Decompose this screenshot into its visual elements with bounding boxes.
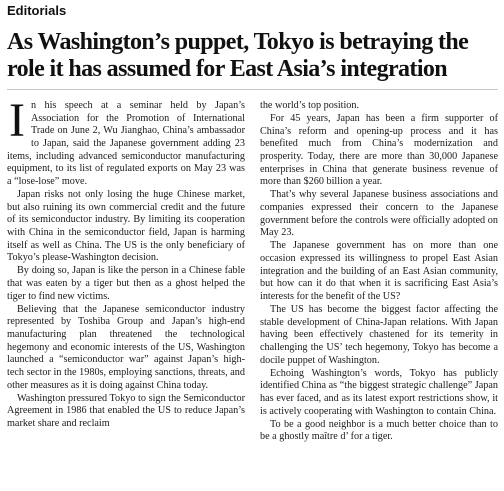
paragraph: Believing that the Japanese semiconductor industry represented by Toshiba Group and Japan’s high-end manufacturing plan threatened the technological hegemony and economic interests of the US, Washington launched a “semiconductor war” against Japan’s high-tech sector in the 1980s, employing sanctions, threats, and other measures as it is doing against China today. [7,303,245,391]
section-label: Editorials [7,3,67,18]
paragraph-text: n his speech at a seminar held by Japan’s Association for the Promotion of International Trade on June 2, Wu Jianghao, China’s ambassador to Japan, said the Japanese government adding 23 items, including advanced semiconductor manufacturing equipment, to its list of regulated exports on May 23 was a “lose-lose” move. [7,100,245,187]
paragraph: Japan risks not only losing the huge Chinese market, but also ruining its own commercial credit and the future of its semiconductor industry. By limiting its cooperation with China in the semiconductor field, Japan is harming itself as well as China. The US is the only beneficiary of Tokyo’s please-Washington decision. [7,188,245,264]
drop-cap: I [9,94,25,147]
paragraph: The US has become the biggest factor affecting the stable development of China-Japan relations. With Japan having been effectively chastened for its temerity in challenging the US’ tech hegemony, Tokyo has become a docile puppet of Washington. [260,304,498,366]
paragraph [7,94,245,189]
paragraph: To be a good neighbor is a much better choice than to be a ghostly maître d’ for a tiger. [260,418,498,443]
paragraph: By doing so, Japan is like the person in a Chinese fable that was eaten by a tiger but then as a ghost helped the tiger to find new victims. [7,265,245,302]
article-body [7,94,498,444]
left-column [7,94,245,444]
paragraph: Echoing Washington’s words, Tokyo has publicly identified China as “the biggest strategic challenge” Japan has ever faced, and as its latest export restrictions show, it is actively cooperating with Washington to contain China. [260,367,498,417]
headline-divider [7,89,498,90]
paragraph: Washington pressured Tokyo to sign the Semiconductor Agreement in 1986 that enabled the US to reduce Japan’s market share and reclaim [7,392,245,429]
headline: As Washington’s puppet, Tokyo is betraying the role it has assumed for East Asia’s integration [7,29,469,82]
paragraph: For 45 years, Japan has been a firm supporter of China’s reform and opening-up process and it has benefited much from China’s modernization and prosperity. Today, there are more than 30,000 Japanese enterprises in China that generate business revenue of more than $260 billion a year. [260,113,498,188]
right-column [260,100,498,444]
paragraph: That’s why several Japanese business associations and companies expressed their concern to the Japanese government before the controls were officially adopted on May 23. [260,189,498,239]
paragraph: the world’s top position. [260,100,360,111]
paragraph: The Japanese government has on more than one occasion expressed its willingness to propel East Asian integration and the building of an East Asian community, but how can it do that when it is sacrificing East Asia’s interests for the benefit of the US? [260,240,498,303]
